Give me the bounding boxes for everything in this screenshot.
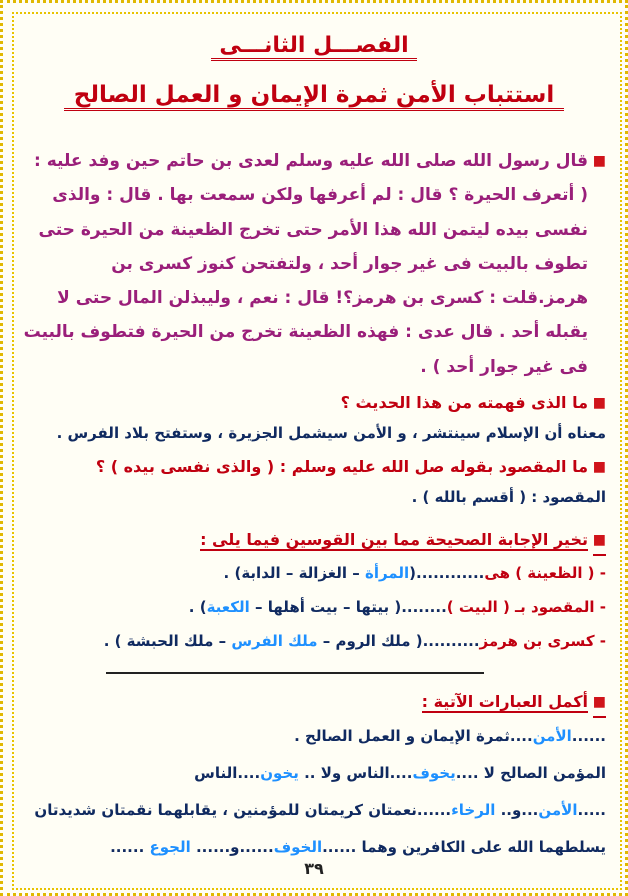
choice-label: - ( الظعينة ) هى bbox=[484, 564, 606, 583]
choice-correct-answer: المرأة bbox=[364, 564, 410, 583]
fill-text: ....الناس ولا .. bbox=[298, 764, 413, 783]
fill-text: ...و.. bbox=[495, 801, 539, 820]
fill-answer: الخوف bbox=[273, 838, 323, 857]
choice-options-rest: ) . bbox=[188, 598, 207, 617]
fill-text: ...... bbox=[571, 727, 606, 746]
choice-options-rest: – الغزالة – الدابة) . bbox=[223, 564, 365, 583]
bullet-icon: ■ bbox=[592, 153, 606, 169]
choice-dots: ........ bbox=[401, 598, 447, 617]
divider-line bbox=[106, 672, 484, 674]
fill-list bbox=[22, 718, 606, 866]
choice-row bbox=[22, 556, 606, 590]
answer-1: معناه أن الإسلام سينتشر ، و الأمن سيشمل الجزيرة ، وستفتح بلاد الفرس . bbox=[56, 424, 606, 443]
fill-answer: الجوع bbox=[149, 838, 191, 857]
choice-label: - كسرى بن هرمز bbox=[479, 632, 606, 651]
fill-answer: يخوف bbox=[412, 764, 456, 783]
fill-text: ......و...... bbox=[190, 838, 274, 857]
bullet-icon: ■ bbox=[592, 395, 606, 412]
bullet-icon: ■ bbox=[592, 459, 606, 476]
choice-correct-answer: الكعبة bbox=[206, 598, 250, 617]
question-2: ■ ما المقصود بقوله صل الله عليه وسلم : ( والذى نفسى بيده ) ؟ bbox=[22, 452, 606, 482]
answer-2: المقصود : ( أقسم بالله ) . bbox=[411, 488, 606, 507]
fill-text: ....الناس bbox=[194, 764, 261, 783]
choice-options-rest: – ملك الحبشة ) . bbox=[103, 632, 232, 651]
choice-label: - المقصود بـ ( البيت ) bbox=[446, 598, 606, 617]
fill-answer: الرخاء bbox=[451, 801, 496, 820]
fill-text: ..... bbox=[577, 801, 606, 820]
choices-list bbox=[22, 556, 606, 658]
fill-answer: الأمن bbox=[532, 727, 572, 746]
bullet-icon: ■ bbox=[593, 688, 606, 718]
fill-row bbox=[22, 755, 606, 792]
hadith-paragraph: ■ قال رسول الله صلى الله عليه وسلم لعدى بن حاتم حين وفد عليه : ( أتعرف الحيرة ؟ قال : لم أعرفها ولكن سمعت بها . قال : والذى نفسى بيده ليتمن الله هذا الأمر حتى تخرج الظعينة من الحيرة حتى تطوف بالبيت فى غير جوار أحد ، ولتفتحن كنوز كسرى بن هرمز.قلت : كسرى بن هرمز؟! قال : نعم ، وليبذلن المال حتى لا يقبله أحد . قال عدى : فهذه الظعينة تخرج من الحيرة فتطوف بالبيت فى غير جوار أحد ) . bbox=[22, 144, 606, 384]
bullet-icon: ■ bbox=[593, 526, 606, 556]
choice-dots: ............ bbox=[416, 564, 485, 583]
chapter-title: الفصـــل الثانـــى bbox=[22, 30, 606, 62]
choose-section-title: ■ تخير الإجابة الصحيحة مما بين القوسين فيما يلى : bbox=[22, 526, 606, 554]
choice-row bbox=[22, 590, 606, 624]
fill-row bbox=[22, 718, 606, 755]
fill-row bbox=[22, 792, 606, 829]
page-number: ٣٩ bbox=[304, 859, 324, 878]
fill-text: ....ثمرة الإيمان و العمل الصالح . bbox=[294, 727, 533, 746]
complete-section-title: ■ أكمل العبارات الآتية : bbox=[22, 688, 606, 716]
fill-text: ......نعمتان كريمتان للمؤمنين ، يقابلهما نقمتان شديدتان bbox=[34, 801, 452, 820]
fill-answer: يخون bbox=[260, 764, 299, 783]
choice-options: ( ملك الروم – bbox=[317, 632, 423, 651]
fill-text: يسلطهما الله على الكافرين وهما ...... bbox=[322, 838, 606, 857]
choice-options: ( بيتها – بيت أهلها – bbox=[249, 598, 402, 617]
choice-correct-answer: ملك الفرس bbox=[231, 632, 318, 651]
choice-options: ( bbox=[409, 564, 416, 583]
choice-row bbox=[22, 624, 606, 658]
fill-text: المؤمن الصالح لا .... bbox=[455, 764, 606, 783]
fill-text: ...... bbox=[110, 838, 150, 857]
worksheet-page bbox=[22, 26, 606, 878]
question-1: ■ ما الذى فهمته من هذا الحديث ؟ bbox=[22, 388, 606, 418]
lesson-title: استتباب الأمن ثمرة الإيمان و العمل الصالح bbox=[22, 78, 606, 112]
fill-answer: الأمن bbox=[538, 801, 578, 820]
choice-dots: .......... bbox=[422, 632, 480, 651]
